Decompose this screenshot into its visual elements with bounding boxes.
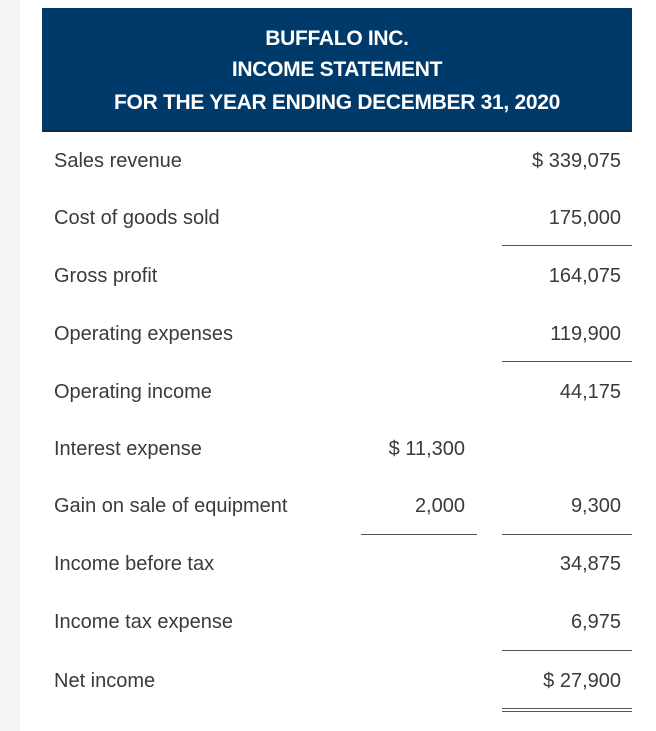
row-amount: $ 339,075 — [532, 150, 621, 172]
row-operating-expenses — [20, 319, 656, 349]
subtotal-rule — [502, 650, 632, 651]
row-interest-expense — [20, 434, 656, 464]
total-double-rule-top — [502, 708, 632, 709]
row-gross-profit — [20, 261, 656, 291]
row-net-income — [20, 666, 656, 696]
row-amount: 175,000 — [548, 207, 621, 229]
row-label: Cost of goods sold — [54, 207, 220, 229]
row-label: Operating income — [54, 381, 212, 403]
statement-period: FOR THE YEAR ENDING DECEMBER 31, 2020 — [114, 91, 560, 114]
subtotal-rule — [361, 534, 477, 535]
row-label: Income before tax — [54, 553, 215, 575]
row-label: Gain on sale of equipment — [54, 495, 288, 517]
row-amount: 119,900 — [550, 323, 621, 345]
header-divider — [42, 130, 632, 132]
subtotal-rule — [502, 361, 632, 362]
company-name: BUFFALO INC. — [265, 27, 409, 50]
row-amount: $ 27,900 — [543, 670, 621, 692]
row-amount: 164,075 — [548, 265, 621, 287]
subtotal-rule — [502, 534, 632, 535]
row-operating-income — [20, 377, 656, 407]
row-label: Sales revenue — [54, 150, 182, 172]
row-amount: 44,175 — [559, 381, 621, 403]
row-income-tax-expense — [20, 607, 656, 637]
row-gain-on-sale — [20, 491, 656, 521]
row-label: Gross profit — [54, 265, 158, 287]
row-cost-of-goods-sold — [20, 203, 656, 233]
row-label: Income tax expense — [54, 611, 233, 633]
total-double-rule-bottom — [502, 711, 632, 712]
statement-header — [42, 8, 632, 130]
row-sub-amount: $ 11,300 — [388, 438, 465, 460]
row-label: Net income — [54, 670, 156, 692]
row-amount: 6,975 — [570, 611, 621, 633]
income-statement — [20, 0, 656, 731]
row-sales-revenue — [20, 146, 656, 176]
row-amount: 9,300 — [570, 495, 621, 517]
row-sub-amount: 2,000 — [414, 495, 465, 517]
row-amount: 34,875 — [559, 553, 621, 575]
subtotal-rule — [502, 245, 632, 246]
statement-title: INCOME STATEMENT — [231, 58, 443, 81]
row-label: Interest expense — [54, 438, 202, 460]
row-income-before-tax — [20, 549, 656, 579]
row-label: Operating expenses — [54, 323, 234, 345]
